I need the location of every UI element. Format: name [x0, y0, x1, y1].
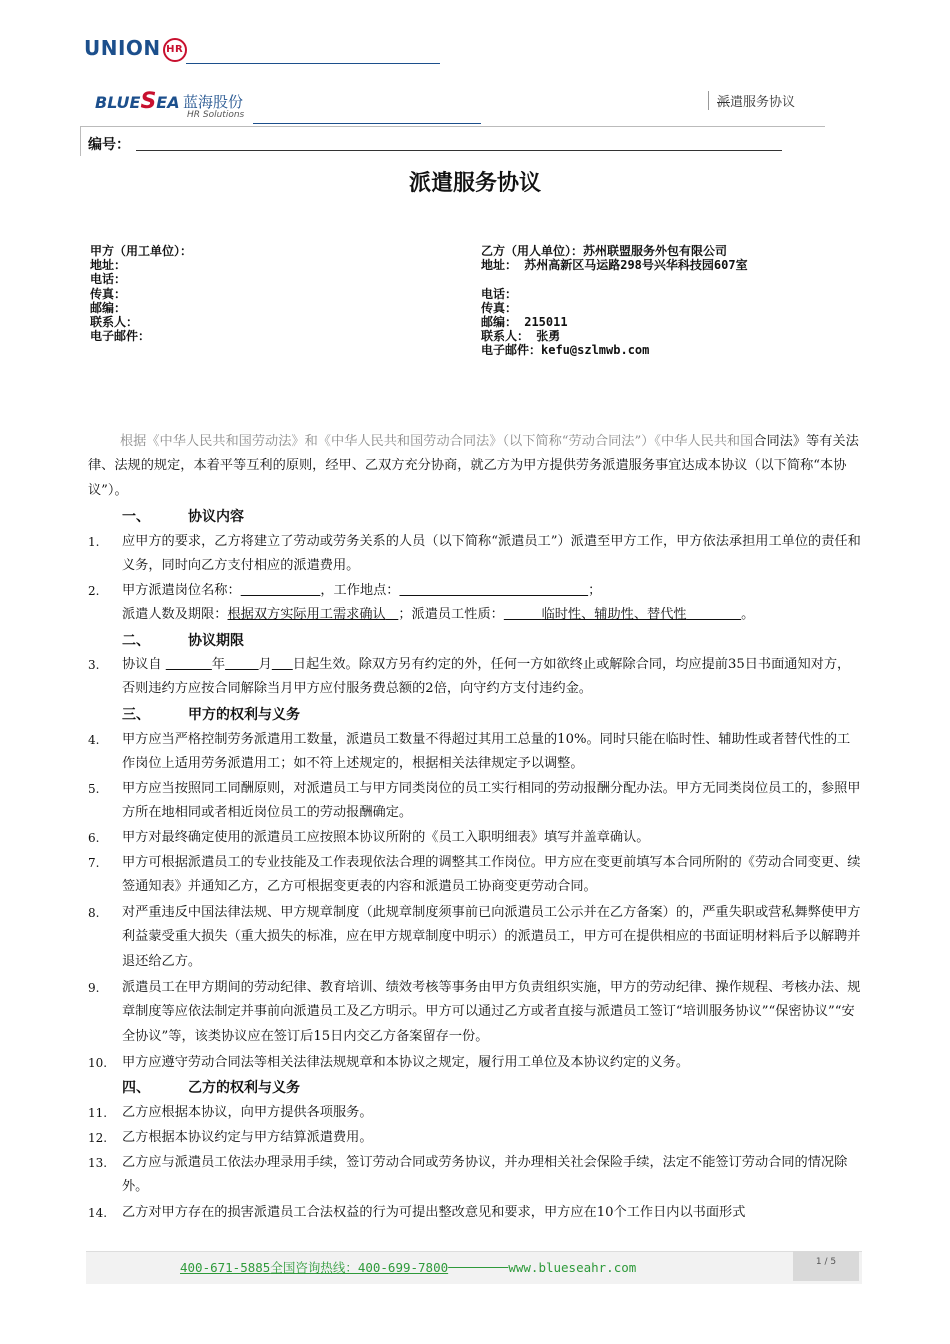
clause-3-text: 日起生效。除双方另有约定的外，任何一方如欲终止或解除合同，均应提前35日书面通知对方，否则违约方应按合同解除当月甲方应付服务费总额的2倍，向守约方支付违约金。: [122, 657, 851, 697]
bluesea-logo: [95, 89, 180, 114]
clause-14: [88, 1201, 863, 1225]
intro-rest: 合同法》等有关法律、法规的规定，本着平等互利的原则，经甲、乙双方充分协商，就乙方为甲方提供劳务派遣服务事宜达成本协议（以下简称“本协议”）。: [88, 434, 859, 498]
footer-hotline-1: 400-671-5885: [180, 1260, 271, 1275]
start-day-field[interactable]: [272, 657, 293, 672]
clause-11: [88, 1101, 863, 1125]
clause-2-num: 2.: [88, 584, 100, 598]
clause-6-num: 6.: [88, 831, 100, 845]
header-doc-name-rest: 遣服务协议: [730, 95, 796, 110]
clause-6: [88, 826, 863, 850]
clause-3-year: 年: [211, 657, 226, 672]
party-b-address: 地址： 苏州高新区马运路298号兴华科技园607室: [481, 258, 748, 273]
footer-hotline: [180, 1258, 636, 1276]
logo-union-text: UNION: [84, 36, 161, 60]
header-doc-name: [708, 91, 795, 110]
clause-4: [88, 728, 863, 777]
clause-11-text: 乙方应根据本协议，向甲方提供各项服务。: [122, 1105, 373, 1120]
clause-13-num: 13.: [88, 1156, 108, 1170]
section-4-num: 四、: [122, 1080, 150, 1096]
clause-10: [88, 1051, 863, 1075]
clause-1-text: 应甲方的要求，乙方将建立了劳动或劳务关系的人员（以下简称“派遣员工”）派遣至甲方工作，甲方依法承担用工单位的责任和义务，同时向乙方支付相应的派遣费用。: [122, 534, 861, 574]
intro-paragraph: [88, 430, 863, 503]
party-a-postcode: 邮编：: [90, 300, 127, 315]
dispatch-count-value: 根据双方实际用工需求确认: [227, 607, 386, 623]
post-name-field[interactable]: [241, 583, 321, 598]
clause-7-text: 甲方可根据派遣员工的专业技能及工作表现依法合理的调整其工作岗位。甲方应在变更前填写本合同所附的《劳动合同变更、续签通知表》并通知乙方，乙方可根据变更表的内容和派遣员工协商变更劳动合同。: [122, 855, 861, 895]
clause-12: [88, 1126, 863, 1150]
logo-blue-text: BLUE: [95, 93, 141, 112]
union-hr-logo: [84, 36, 187, 62]
section-1-num: 一、: [122, 509, 150, 525]
clause-11-num: 11.: [88, 1106, 108, 1120]
clause-5-num: 5.: [88, 782, 100, 796]
clause-14-text: 乙方对甲方存在的损害派遣员工合法权益的行为可提出整改意见和要求，甲方应在10个工作日内以书面形式: [122, 1205, 746, 1220]
hr-badge-icon: HR: [163, 38, 187, 62]
page-indicator: 1 / 5: [793, 1251, 859, 1281]
party-a-fax: 传真：: [90, 286, 127, 301]
clause-12-text: 乙方根据本协议约定与甲方结算派遣费用。: [122, 1130, 373, 1145]
clause-7: [88, 851, 863, 900]
footer-hotline-2: 全国咨询热线：400-699-7800: [270, 1260, 449, 1275]
clause-4-text: 甲方应当严格控制劳务派遣用工数量，派遣员工数量不得超过其用工总量的10%。同时只能在临时性、辅助性或者替代性的工作岗位上适用劳务派遣用工；如不符上述规定的，根据相关法律规定予以调整。: [122, 732, 851, 772]
clause-2-post-label: 甲方派遣岗位名称：: [122, 583, 241, 598]
start-year-field[interactable]: [166, 657, 212, 672]
clause-9: [88, 976, 863, 1049]
party-b-fax: 传真：: [481, 300, 518, 315]
section-3-title: 甲方的权利与义务: [188, 707, 300, 723]
logo-s-text: S: [140, 89, 157, 114]
header-rule-top: [186, 63, 440, 64]
section-2-num: 二、: [122, 633, 150, 649]
party-b-phone: 电话：: [481, 286, 518, 301]
party-a-phone: 电话：: [90, 272, 127, 287]
clause-13: [88, 1151, 863, 1200]
clause-3-month: 月: [258, 657, 272, 672]
clause-14-num: 14.: [88, 1206, 108, 1220]
clause-1: [88, 530, 863, 579]
clause-7-num: 7.: [88, 856, 100, 870]
party-b-block: [481, 244, 748, 358]
party-b-contact: 联系人： 张勇: [481, 329, 561, 344]
clause-10-num: 10.: [88, 1056, 108, 1070]
section-4-title: 乙方的权利与义务: [188, 1080, 300, 1096]
contract-number-field[interactable]: [136, 150, 782, 151]
clause-9-num: 9.: [88, 981, 100, 995]
clause-3-num: 3.: [88, 658, 100, 672]
work-location-field[interactable]: [399, 583, 588, 598]
section-2-heading: [122, 630, 244, 650]
clause-3-prefix: 协议自: [122, 657, 162, 672]
clause-8-text: 对严重违反中国法律法规、甲方规章制度（此规章制度须事前已向派遣员工公示并在乙方备案）的，严重失职或营私舞弊使甲方利益蒙受重大损失（重大损失的标准，应在甲方规章制度中明示）的派遣员工，甲方可在提供相应的书面证明材料后予以解聘并退还给乙方。: [122, 905, 861, 969]
party-a-contact: 联系人：: [90, 315, 139, 330]
section-2-title: 协议期限: [188, 633, 244, 649]
clause-9-text: 派遣员工在甲方期间的劳动纪律、教育培训、绩效考核等事务由甲方负责组织实施，甲方的劳动纪律、操作规程、考核办法、规章制度等应依法制定并事前向派遣员工及乙方明示。甲方可以通过乙方或者直接与派遣员工签订“培训服务协议”“保密协议”“安全协议”等，该类协议应在签订后15日内交乙方备案留存一份。: [122, 980, 861, 1044]
clause-1-num: 1.: [88, 535, 100, 549]
clause-2-count-label: 派遣人数及期限：: [122, 607, 228, 623]
section-4-heading: [122, 1077, 300, 1097]
intro-cut-line: 根据《中华人民共和国劳动法》和《中华人民共和国劳动合同法》（以下简称“劳动合同法”）《中华人民共和国: [120, 434, 754, 449]
clause-13-text: 乙方应与派遣员工依法办理录用手续，签订劳动合同或劳务协议，并办理相关社会保险手续，法定不能签订劳动合同的情况除外。: [122, 1155, 848, 1195]
start-month-field[interactable]: [225, 657, 259, 672]
header-divider: [80, 126, 825, 127]
section-3-heading: [122, 704, 300, 724]
clause-6-text: 甲方对最终确定使用的派遣员工应按照本协议所附的《员工入职明细表》填写并盖章确认。: [122, 830, 650, 845]
party-b-postcode: 邮编： 215011: [481, 315, 568, 330]
party-a-address: 地址：: [90, 258, 127, 273]
contract-number-label: 编号：: [88, 137, 130, 153]
footer-gap: [448, 1260, 508, 1275]
section-1-title: 协议内容: [188, 509, 244, 525]
document-title: 派遣服务协议: [408, 171, 541, 196]
clause-10-text: 甲方应遵守劳动合同法等相关法律法规规章和本协议之规定，履行用工单位及本协议约定的义务。: [122, 1055, 690, 1070]
party-b-email: 电子邮件：kefu@szlmwb.com: [481, 343, 650, 358]
party-a-email: 电子邮件：: [90, 329, 151, 344]
section-1-heading: [122, 506, 244, 526]
clause-2-location-label: ，工作地点：: [320, 583, 400, 598]
clause-2: [88, 579, 863, 628]
clause-2-nature-label: ；派遣员工性质：: [398, 607, 504, 623]
clause-2-semicolon: ；: [588, 583, 602, 598]
clause-2-period: 。: [741, 607, 755, 623]
clause-5: [88, 777, 863, 826]
header-divider-vertical: [80, 126, 81, 156]
party-b-name: 乙方（用人单位）：苏州联盟服务外包有限公司: [481, 244, 728, 258]
logo-company-name: 蓝海股份: [183, 93, 244, 111]
employee-nature-value: 临时性、辅助性、替代性: [541, 607, 687, 623]
clause-8: [88, 901, 863, 974]
logo-ea-text: EA: [156, 93, 180, 112]
clause-8-num: 8.: [88, 906, 100, 920]
clause-12-num: 12.: [88, 1131, 108, 1145]
section-3-num: 三、: [122, 707, 150, 723]
header-rule-mid: [253, 123, 481, 124]
clause-3: [88, 653, 863, 702]
footer-website[interactable]: www.blueseahr.com: [508, 1260, 637, 1275]
party-a-name: 甲方（用工单位）：: [90, 244, 193, 258]
header-doc-name-struck: 派: [717, 95, 731, 110]
clause-5-text: 甲方应当按照同工同酬原则，对派遣员工与甲方同类岗位的员工实行相同的劳动报酬分配办法。甲方无同类岗位员工的，参照甲方所在地相同或者相近岗位员工的劳动报酬确定。: [122, 781, 861, 821]
party-b-blank: [481, 272, 748, 286]
clause-4-num: 4.: [88, 733, 100, 747]
party-a-block: [90, 244, 192, 343]
logo-subtitle: HR Solutions: [187, 110, 245, 120]
